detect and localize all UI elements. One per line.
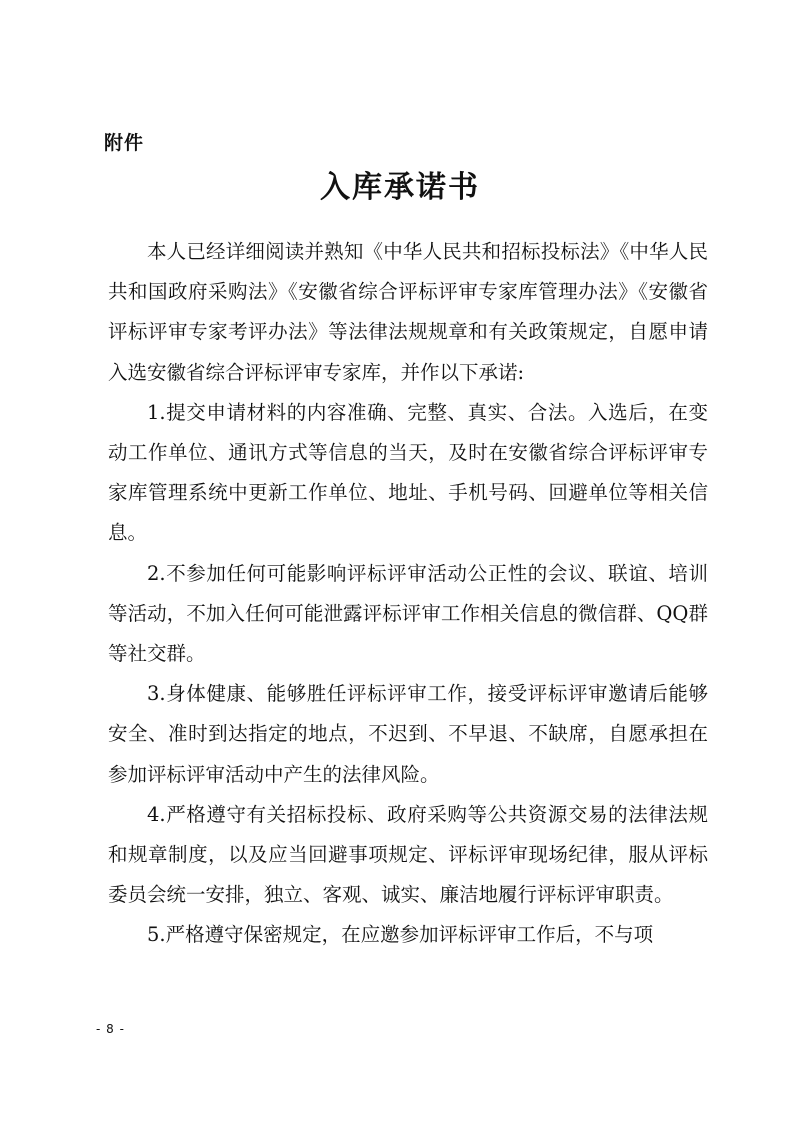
commitment-item-5: 5.严格遵守保密规定，在应邀参加评标评审工作后，不与项	[147, 923, 654, 947]
document-title: 入库承诺书	[320, 170, 480, 205]
commitment-item-4: 4.严格遵守有关招标投标、政府采购等公共资源交易的法律法规和规章制度，以及应当回避事项规定、评标评审现场纪律，服从评标委员会统一安排，独立、客观、诚实、廉洁地履行评标评审职责。	[108, 802, 708, 907]
intro-paragraph: 本人已经详细阅读并熟知《中华人民共和招标投标法》《中华人民共和国政府采购法》《安徽省综合评标评审专家库管理办法》《安徽省评标评审专家考评办法》等法律法规规章和有关政策规定，自愿申请入选安徽省综合评标评审专家库，并作以下承诺:	[108, 240, 708, 384]
commitment-item-2: 2.不参加任何可能影响评标评审活动公正性的会议、联谊、培训等活动，不加入任何可能泄露评标评审工作相关信息的微信群、QQ群等社交群。	[108, 561, 708, 666]
page-number: - 8 -	[96, 1022, 125, 1036]
commitment-item-3: 3.身体健康、能够胜任评标评审工作，接受评标评审邀请后能够安全、准时到达指定的地点，不迟到、不早退、不缺席，自愿承担在参加评标评审活动中产生的法律风险。	[108, 682, 708, 786]
document-body	[108, 232, 708, 956]
attachment-label: 附件	[104, 132, 145, 154]
commitment-item-1: 1.提交申请材料的内容准确、完整、真实、合法。入选后，在变动工作单位、通讯方式等信息的当天，及时在安徽省综合评标评审专家库管理系统中更新工作单位、地址、手机号码、回避单位等相关信息。	[108, 400, 708, 545]
